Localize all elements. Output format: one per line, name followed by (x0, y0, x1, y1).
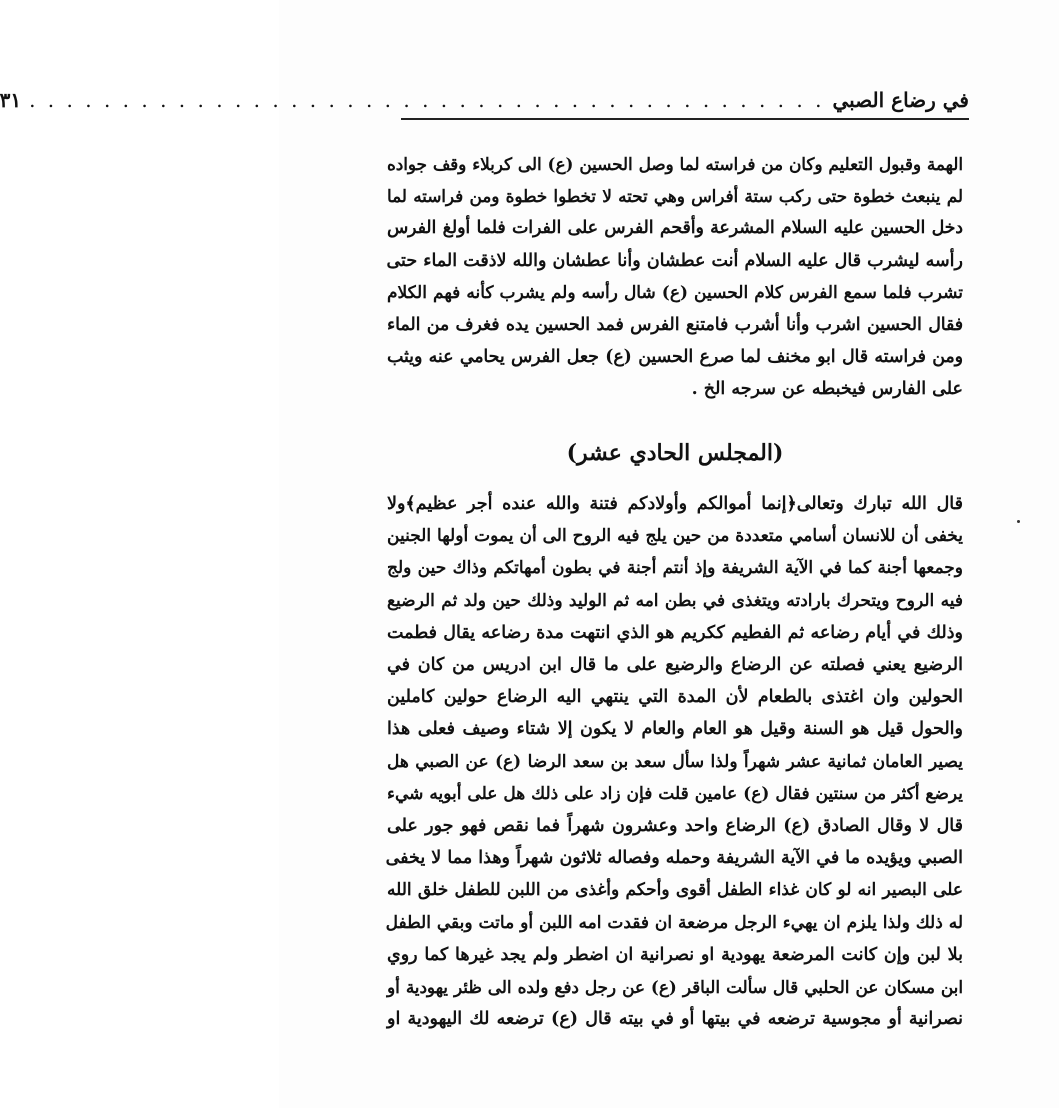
text-line: بلا لبن وإن كانت المرضعة يهودية او نصرانية ان اضطر ولم يجد غيرها كما روي (387, 944, 963, 965)
text-line: ابن مسكان عن الحلبي قال سألت الباقر (ع) عن رجل دفع ولده الى ظئر يهودية أو (387, 977, 963, 998)
text-line: وذلك في أيام رضاعه ثم الفطيم ككريم هو الذي انتهت مدة رضاعه يقال فطمت (387, 622, 963, 643)
text-line: يخفى أن للانسان أسامي متعددة من حين يلج فيه الروح الى أن يموت أولها الجنين (387, 526, 963, 547)
running-header (0, 84, 969, 120)
text-line: ومن فراسته قال ابو مخنف لما صرع الحسين (ع) جعل الفرس يحامي عنه ويثب (387, 347, 963, 368)
text-line: يرضع أكثر من سنتين فقال (ع) عامين قلت فإن زاد على ذلك هل على أبويه شيء (387, 783, 963, 804)
text-line: على البصير انه لو كان غذاء الطفل أقوى وأحكم وأغذى من اللبن للطفل خلق الله (387, 880, 963, 901)
text-line: فقال الحسين اشرب وأنا أشرب فامتنع الفرس فمد الحسين يده فغرف من الماء (387, 315, 963, 336)
section-heading: (المجلس الحادي عشر) (566, 440, 784, 466)
text-line: دخل الحسين عليه السلام المشرعة وأقحم الفرس على الفرات فلما أولغ الفرس (387, 218, 963, 239)
text-line: يصير العامان ثمانية عشر شهراً ولذا سأل سعد بن سعد الرضا (ع) عن الصبي هل (387, 751, 963, 772)
text-line: تشرب فلما سمع الفرس كلام الحسين (ع) شال رأسه ولم يشرب كأنه فهم الكلام (387, 282, 963, 303)
text-line: على الفارس فيخبطه عن سرجه الخ . (691, 379, 963, 400)
text-line: فيه الروح ويتحرك بارادته ويتغذى في بطن امه ثم الوليد وذلك حين ولد ثم الرضيع (387, 590, 963, 611)
chapter-title: في رضاع الصبي (832, 88, 969, 112)
text-line: والحول قيل هو السنة وقيل هو العام والعام لا يكون إلا شتاء وصيف فعلى هذا (387, 719, 963, 740)
page-number: ٣١ (0, 88, 22, 112)
text-line: الرضيع يعني فصلته عن الرضاع والرضيع على ما قال ابن ادريس من كان في (387, 655, 963, 676)
text-line: وجمعها أجنة كما في الآية الشريفة وإذ أنتم أجنة في بطون أمهاتكم وذاك حين ولج (387, 558, 963, 579)
text-line: لم ينبعث خطوة حتى ركب ستة أفراس وهي تحته لا تخطوا خطوة ومن فراسته لما (387, 186, 963, 207)
text-line: قال لا وقال الصادق (ع) الرضاع واحد وعشرون شهراً فما نقص فهو جور على (387, 816, 963, 837)
text-line: نصرانية أو مجوسية ترضعه في بيتها أو في بيته قال (ع) ترضعه لك اليهودية او (387, 1009, 963, 1030)
text-line: له ذلك ولذا يلزم ان يهيء الرجل مرضعة ان فقدت امه اللبن أو ماتت وبقي الطفل (385, 912, 963, 933)
text-line: الهمة وقبول التعليم وكان من فراسته لما وصل الحسين (ع) الى كربلاء وقف جواده (387, 154, 963, 174)
paragraph-horse-story (387, 148, 963, 406)
text-line: قال الله تبارك وتعالى﴿إنما أموالكم وأولادكم فتنة والله عنده أجر عظيم﴾ولا (387, 494, 963, 514)
leader-dots: . . . . . . . . . . . . . . . . . . . . . . . . . . . . . . . . . . . . . . . . . . . (29, 88, 825, 112)
text-line: رأسه ليشرب قال عليه السلام أنت عطشان وأنا عطشان والله لاذقت الماء حتى (386, 250, 963, 271)
scan-speck (1017, 520, 1020, 523)
text-line: الحولين وان اغتذى بالطعام لأن المدة التي ينتهي اليه الرضاع حولين كاملين (387, 687, 963, 708)
paragraph-majlis-eleven (387, 488, 963, 1035)
text-line: الصبي ويؤيده ما في الآية الشريفة وحمله وفصاله ثلاثون شهراً وهذا مما لا يخفى (385, 848, 963, 869)
